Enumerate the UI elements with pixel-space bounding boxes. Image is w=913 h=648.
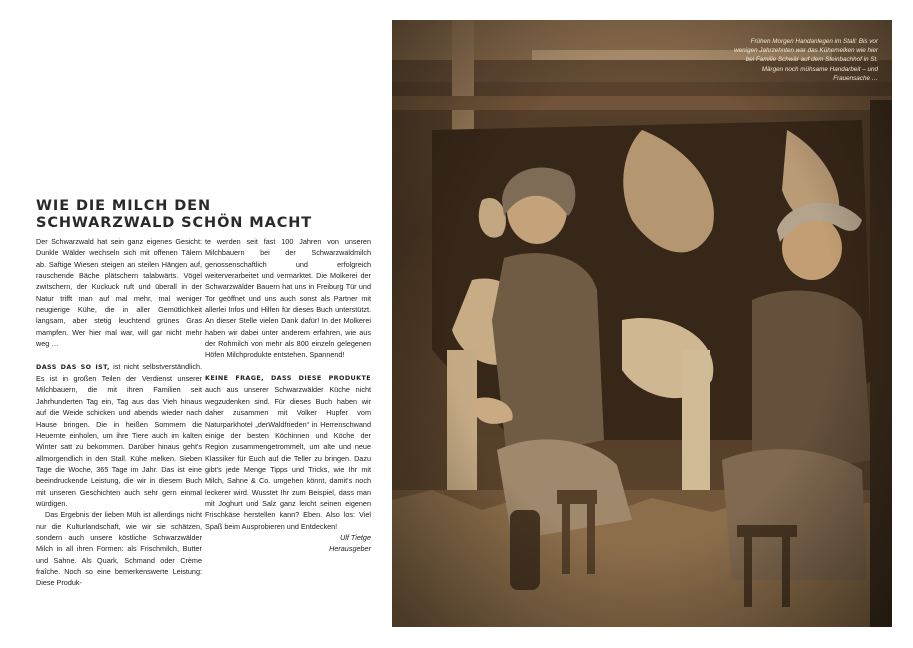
paragraph-farmers-text: ist nicht selbstverständlich. Es ist in großen Teilen der Verdienst unserer Milchbauern, die mit ihren Familien seit Jahrhunderten Tag ein, Tag aus das Vieh hinaus auf die Weide schicken und abends wieder nach Hause bringen. Die in heißen Sommern die Heuernte einholen, um ihre Tiere auch im kalten Winter satt zu bekommen. Darüber hinaus geht's allmorgendlich in den Stall. Kühe melken. Sieben Tage die Woche, 365 Tage im Jahr. Das ist eine beeindruckende Leistung, die wir in diesem Buch mit unseren Geschichten auch sehr gern einmal würdigen.	[36, 361, 202, 508]
lead-in-farmers: DASS DAS SO IST,	[36, 362, 110, 371]
article-headline	[36, 198, 376, 232]
signature-role: Herausgeber	[329, 544, 371, 554]
paragraph-farmers	[36, 361, 202, 509]
lead-in-kitchen: KEINE FRAGE, DASS DIESE PRODUKTE	[205, 374, 371, 383]
headline-line-1: WIE DIE MILCH DEN	[36, 198, 211, 214]
text-column-2	[205, 236, 371, 555]
signature-name: Ulf Tietge	[340, 532, 371, 542]
article-page	[0, 0, 392, 648]
paragraph-kitchen	[205, 372, 371, 532]
paragraph-intro: Der Schwarzwald hat sein ganz eigenes Gesicht: Dunkle Wälder wechseln sich mit offenen Tälern ab. Saftige Wiesen steigen an steilen Hängen auf, rauschende Bäche plätschern talabwärts. Vögel zwitschern, der Kuckuck ruft und überall in der Natur trifft man auf mal mehr, mal weniger neugierige Kühe, die in aller Gemütlichkeit langsam, aber stetig leuchtend grünes Gras mampfen. Wer hier mal war, will gar nicht mehr weg …	[36, 237, 202, 349]
headline-line-2: SCHWARZWALD SCHÖN MACHT	[36, 215, 313, 231]
historic-photo	[392, 20, 892, 627]
paragraph-result-part-2: te werden seit fast 100 Jahren von unseren Milchbauern bei der Schwarzwaldmilch genossenschaftlich und erfolgreich weiterverarbeitet und vermarktet. Die Molkerei der Schwarzwälder Bauern hat uns in Freiburg Tür und Tor geöffnet und uns auch sonst als Partner mit allerlei Infos und Hilfen für dieses Buch unterstützt. An dieser Stelle vielen Dank dafür! In der Molkerei haben wir dabei unter anderem erfahren, wie aus der Rohmilch von mehr als 800 einzeln gelegenen Höfen Milchprodukte entstehen. Spannend!	[205, 237, 371, 360]
milking-scene-illustration	[392, 20, 892, 627]
paragraph-kitchen-text: auch aus unserer Schwarzwälder Küche nicht wegzudenken sind. Für dieses Buch haben wir daher zusammen mit Volker Hupfer vom Naturparkhotel „derWaldfrieden“ in Herrenschwand einige der besten Köchinnen und Köche der Region zusammengetrommelt, um alte und neue Klassiker für Euch auf die Teller zu bringen. Dazu gibt's jede Menge Tipps und Tricks, wie Ihr mit Milch, Sahne & Co. umgehen könnt, damit's noch leckerer wird. Wusstet Ihr zum Beispiel, dass man mit Joghurt und Salz ganz leicht seinen eigenen Frischkäse herstellen kann? Eben. Also los: Viel Spaß beim Ausprobieren und Entdecken!	[205, 385, 371, 531]
paragraph-result-part-1: Das Ergebnis der lieben Müh ist allerdings nicht nur die Kulturlandschaft, wie wir sie schätzen, sondern auch unsere köstliche Schwarzwälder Milch in all ihren Formen: als Frischmilch, Butter und Sahne. Als Quark, Schmand oder Crème fraîche. Noch so eine bemerkenswerte Leistung: Diese Produk-	[36, 510, 202, 588]
text-column-1	[36, 236, 202, 589]
signature	[205, 532, 371, 555]
photo-caption: Frühen Morgen Handanlegen im Stall: Bis vor wenigen Jahrzehnten war das Kühemelken wie hier bei Familie Schwär auf dem Steinbachhof in St. Märgen noch mühsame Handarbeit – und Frauensache …	[734, 38, 878, 82]
